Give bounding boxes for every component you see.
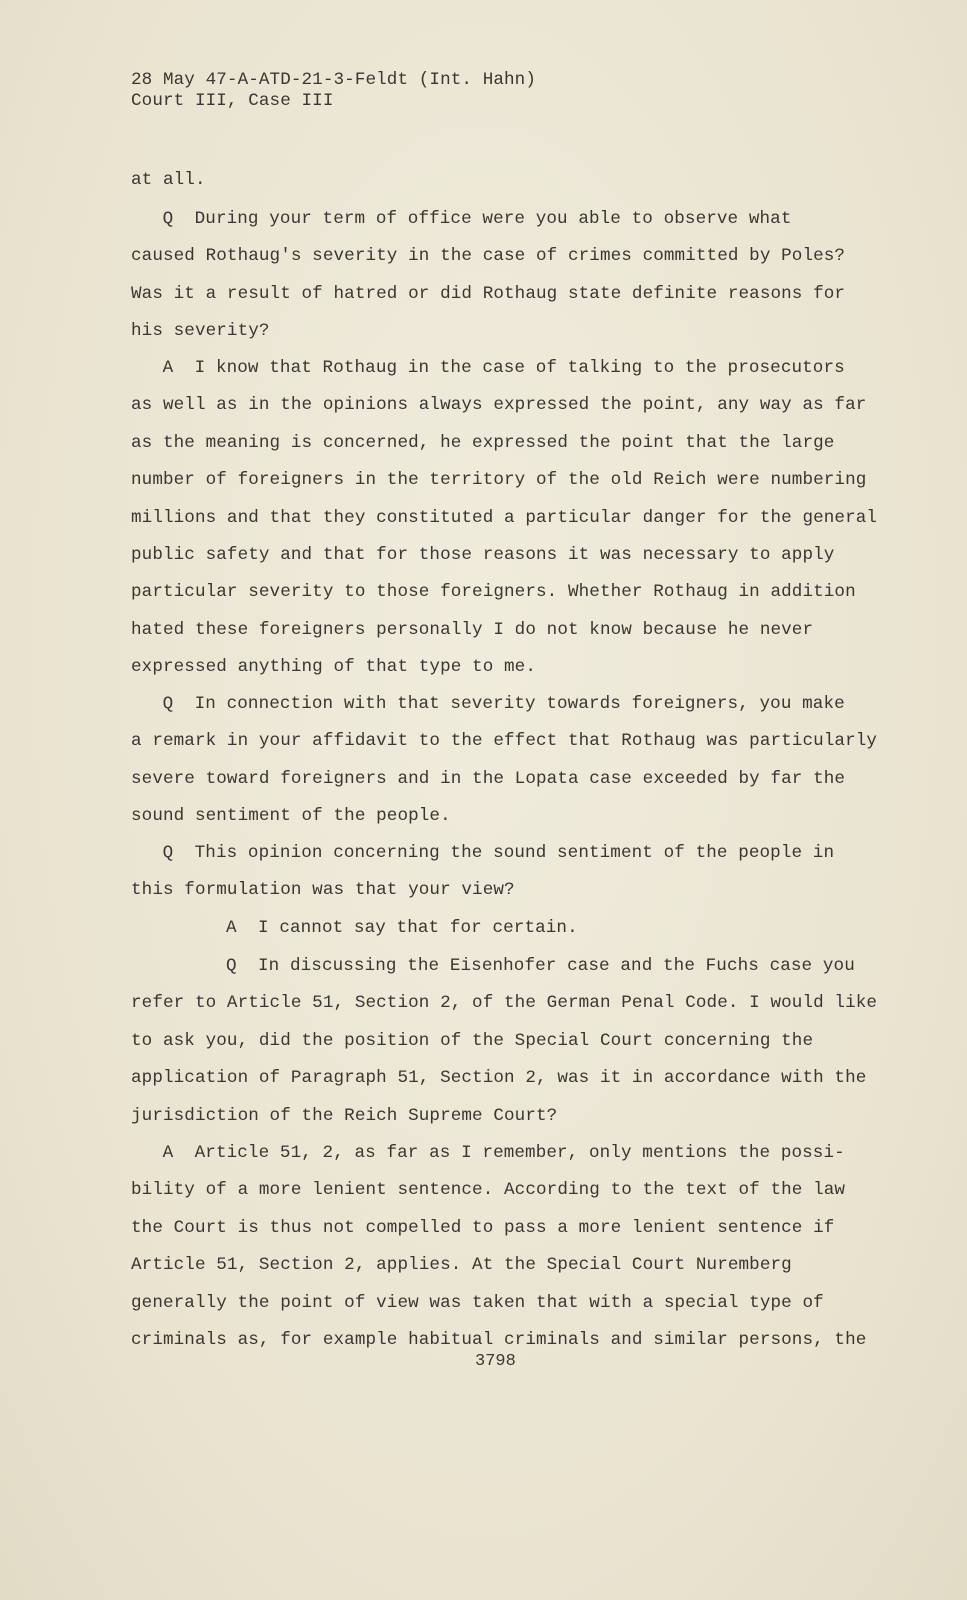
- text-line: Was it a result of hatred or did Rothaug state definite reasons for: [131, 283, 846, 304]
- text-line: A I cannot say that for certain.: [226, 918, 578, 938]
- text-line: refer to Article 51, Section 2, of the German Penal Code. I would like: [131, 993, 878, 1014]
- text-line: particular severity to those foreigners. Whether Rothaug in addition: [131, 582, 856, 603]
- text-line: sound sentiment of the people.: [131, 806, 451, 827]
- text-line: Q In discussing the Eisenhofer case and the Fuchs case you: [226, 956, 855, 976]
- text-line: a remark in your affidavit to the effect that Rothaug was particularly: [131, 731, 878, 752]
- header-line-1: 28 May 47-A-ATD-21-3-Feldt (Int. Hahn): [131, 70, 537, 90]
- header-line-2: Court III, Case III: [131, 91, 334, 111]
- text-line: the Court is thus not compelled to pass a more lenient sentence if: [131, 1217, 835, 1238]
- text-line: public safety and that for those reasons it was necessary to apply: [131, 545, 835, 565]
- text-line: Q During your term of office were you able to observe what: [162, 209, 792, 229]
- text-line: caused Rothaug's severity in the case of crimes committed by Poles?: [131, 246, 846, 267]
- text-line: bility of a more lenient sentence. According to the text of the law: [131, 1180, 846, 1201]
- text-line: to ask you, did the position of the Special Court concerning the: [131, 1030, 814, 1051]
- text-line: as the meaning is concerned, he expressed the point that the large: [131, 432, 835, 453]
- text-line: Q In connection with that severity towards foreigners, you make: [162, 694, 845, 714]
- text-line: at all.: [131, 170, 206, 190]
- text-line: millions and that they constituted a particular danger for the general: [131, 507, 878, 528]
- text-line: A Article 51, 2, as far as I remember, only mentions the possi-: [162, 1143, 845, 1163]
- text-line: A I know that Rothaug in the case of talking to the prosecutors: [162, 358, 845, 378]
- page-number: 3798: [475, 1352, 516, 1371]
- text-line: Article 51, Section 2, applies. At the Special Court Nuremberg: [131, 1255, 792, 1276]
- text-line: Q This opinion concerning the sound sentiment of the people in: [162, 843, 835, 863]
- text-line: expressed anything of that type to me.: [131, 657, 537, 678]
- text-line: number of foreigners in the territory of the old Reich were numbering: [131, 470, 867, 491]
- text-line: jurisdiction of the Reich Supreme Court?: [131, 1105, 558, 1126]
- text-line: severe toward foreigners and in the Lopata case exceeded by far the: [131, 768, 846, 789]
- text-line: as well as in the opinions always expressed the point, any way as far: [131, 395, 867, 416]
- text-line: this formulation was that your view?: [131, 880, 515, 901]
- text-line: criminals as, for example habitual criminals and similar persons, the: [131, 1330, 867, 1350]
- text-line: hated these foreigners personally I do not know because he never: [131, 619, 814, 640]
- text-line: his severity?: [131, 321, 270, 342]
- text-line: application of Paragraph 51, Section 2, was it in accordance with the: [131, 1068, 867, 1089]
- text-line: generally the point of view was taken that with a special type of: [131, 1292, 824, 1313]
